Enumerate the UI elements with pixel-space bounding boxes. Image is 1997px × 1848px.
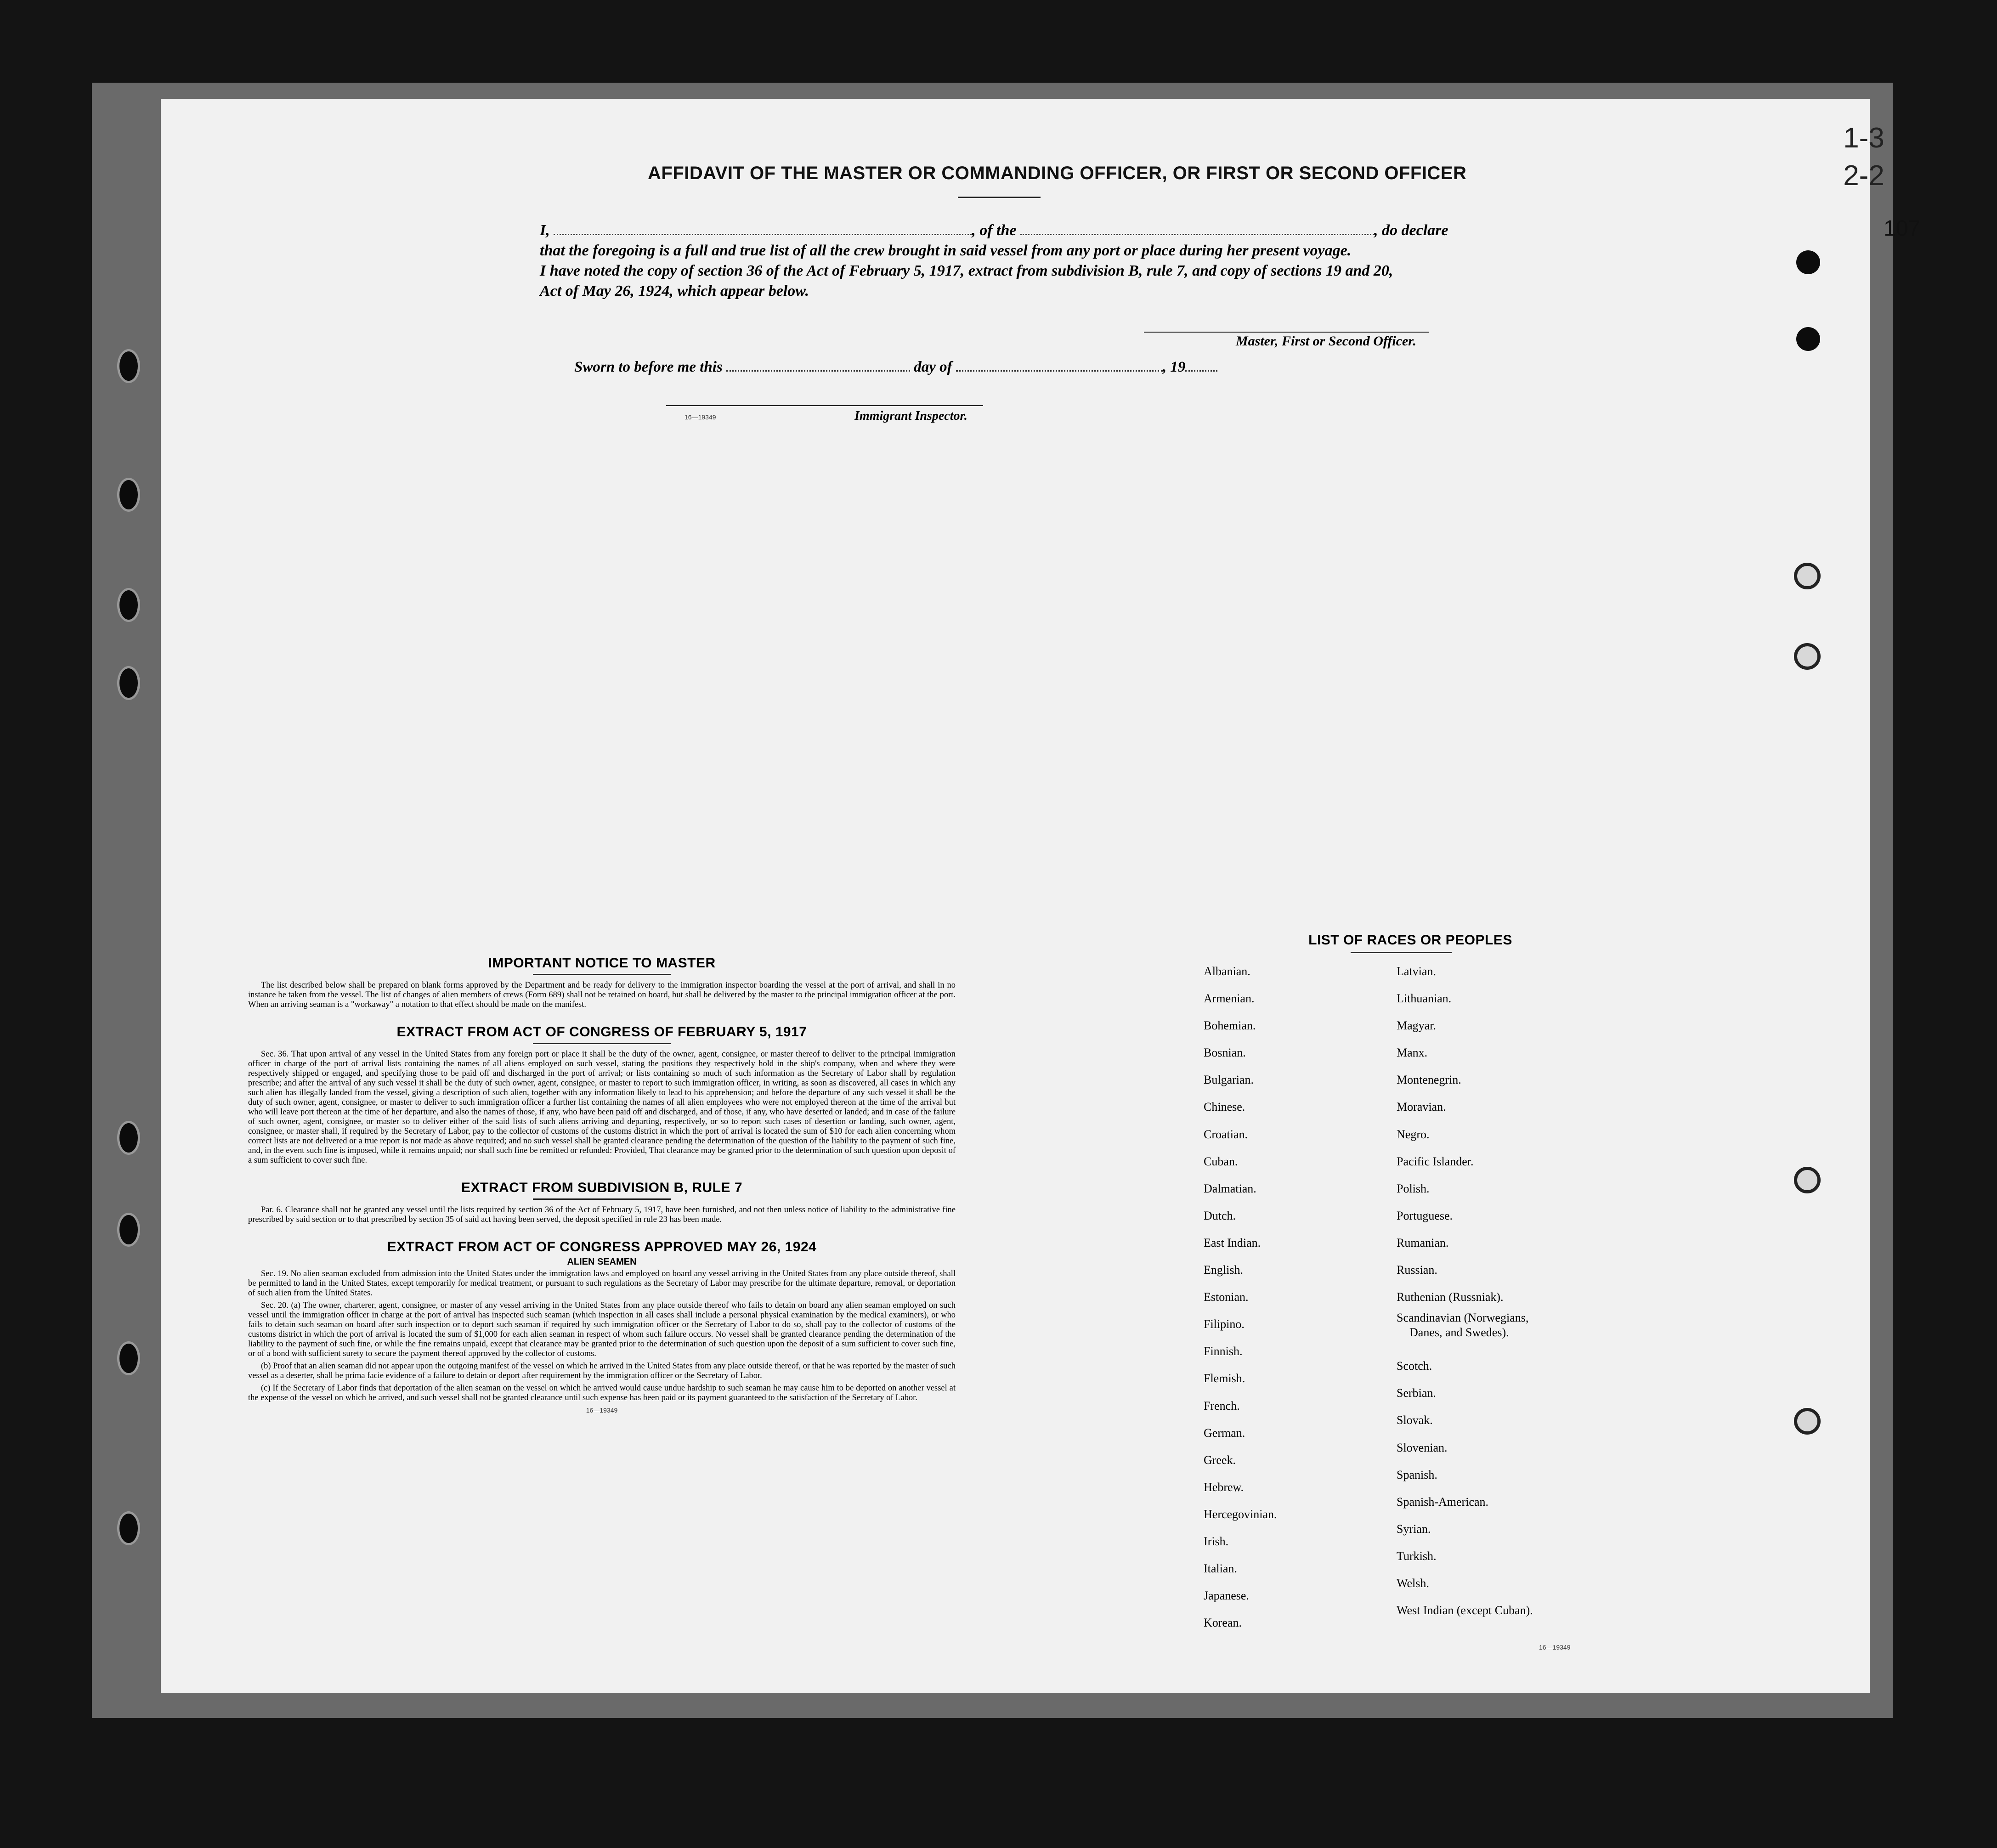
race-item: English.	[1204, 1263, 1243, 1277]
race-item: Finnish.	[1204, 1345, 1243, 1358]
notice-section	[248, 955, 956, 1414]
race-item: Hercegovinian.	[1204, 1507, 1277, 1521]
note-line: 1-3	[1843, 122, 1884, 154]
race-item: Croatian.	[1204, 1127, 1248, 1141]
race-item: Bosnian.	[1204, 1046, 1246, 1060]
race-item: Manx.	[1397, 1046, 1428, 1060]
race-item: Bohemian.	[1204, 1019, 1256, 1033]
declarant-label: I,	[540, 222, 550, 239]
form-code: 16—19349	[685, 413, 716, 421]
note-line: 2-2	[1843, 160, 1884, 192]
race-item: East Indian.	[1204, 1236, 1261, 1249]
race-item: Dutch.	[1204, 1209, 1236, 1222]
race-item: Estonian.	[1204, 1290, 1249, 1304]
race-item: Ruthenian (Russniak).	[1397, 1290, 1504, 1304]
day-of-label: day of	[914, 359, 952, 375]
race-item: Negro.	[1397, 1127, 1430, 1141]
notice-title: IMPORTANT NOTICE TO MASTER	[488, 955, 716, 971]
race-item: Turkish.	[1397, 1549, 1437, 1563]
affidavit-line: that the foregoing is a full and true list of all the crew brought in said vessel from any port or place during her present voyage.	[540, 242, 1352, 259]
race-item: Moravian.	[1397, 1100, 1446, 1114]
affidavit-line: I have noted the copy of section 36 of the Act of February 5, 1917, extract from subdivision B, rule 7, and copy of sections 19 and 20,	[540, 262, 1393, 279]
alien-seamen-subtitle: ALIEN SEAMEN	[567, 1257, 637, 1267]
act-1917-title: EXTRACT FROM ACT OF CONGRESS OF FEBRUARY 5, 1917	[396, 1024, 807, 1040]
race-item: Greek.	[1204, 1453, 1236, 1467]
affidavit-title: AFFIDAVIT OF THE MASTER OR COMMANDING OFFICER, OR FIRST OR SECOND OFFICER	[648, 163, 1467, 183]
race-item: Slovenian.	[1397, 1441, 1448, 1454]
race-item: Polish.	[1397, 1181, 1430, 1195]
binder-hole	[117, 666, 140, 700]
notice-form-code: 16—19349	[586, 1407, 618, 1414]
sworn-line	[574, 358, 1217, 376]
binder-hole	[117, 349, 140, 383]
affidavit-text	[540, 220, 1472, 301]
races-right-column	[1397, 958, 1533, 1624]
races-title: LIST OF RACES OR PEOPLES	[1308, 932, 1512, 948]
handwritten-note	[1827, 119, 1901, 195]
of-the-label: , of the	[972, 222, 1017, 239]
binder-hole	[117, 478, 140, 512]
section-19-text: Sec. 19. No alien seaman excluded from admission into the United States under the immigration laws and employed on board any vessel arriving in the United States from any place outside thereof, shall be permitted to land in the United States, except temporarily for medical treatment, or pursuant to such regulations as the Secretary of Labor may prescribe for the ultimate departure, removal, or deportation of such alien from the United States.	[248, 1269, 956, 1298]
race-item: Scotch.	[1397, 1359, 1432, 1373]
race-item: Latvian.	[1397, 965, 1436, 978]
sworn-year-field[interactable]	[1185, 358, 1217, 372]
rule-7-title: EXTRACT FROM SUBDIVISION B, RULE 7	[461, 1180, 743, 1195]
race-item: Spanish.	[1397, 1468, 1437, 1481]
races-left-column	[1204, 958, 1277, 1636]
races-right-group	[1397, 958, 1533, 1311]
race-item: Korean.	[1204, 1616, 1242, 1630]
race-item: Irish.	[1204, 1534, 1229, 1548]
race-item: West Indian (except Cuban).	[1397, 1604, 1533, 1617]
binder-hole	[117, 1341, 140, 1375]
sworn-label: Sworn to before me this	[574, 359, 723, 375]
year-label: , 19	[1162, 359, 1186, 375]
race-item: Cuban.	[1204, 1154, 1238, 1168]
binder-hole	[117, 1213, 140, 1247]
punch-hole	[1794, 1408, 1821, 1435]
race-item: Slovak.	[1397, 1413, 1433, 1427]
declaration-line	[540, 220, 1472, 241]
punch-hole	[1796, 327, 1820, 351]
race-item: Magyar.	[1397, 1019, 1436, 1033]
declarant-name-field[interactable]	[554, 222, 972, 235]
race-item: Armenian.	[1204, 992, 1255, 1006]
race-item: Serbian.	[1397, 1386, 1436, 1400]
section-20b-text: (b) Proof that an alien seaman did not appear upon the outgoing manifest of the vessel on which he arrived in the United States from any place outside thereof, or that he was reported by the master of such vessel as a deserter, shall be prima facie evidence of a failure to detain or deport after requirement by the immigration officer or the Secretary of Labor.	[248, 1362, 956, 1380]
title-divider	[958, 197, 1041, 198]
notice-divider	[533, 974, 671, 975]
races-section	[1194, 932, 1608, 1630]
race-item: Flemish.	[1204, 1372, 1245, 1385]
race-item: Filipino.	[1204, 1317, 1245, 1331]
race-item: German.	[1204, 1426, 1245, 1440]
rule-7-divider	[533, 1198, 671, 1200]
inspector-label: Immigrant Inspector.	[854, 409, 967, 423]
race-item: French.	[1204, 1399, 1240, 1413]
vessel-name-field[interactable]	[1020, 222, 1374, 235]
race-item: Chinese.	[1204, 1100, 1245, 1114]
race-item: Montenegrin.	[1397, 1073, 1461, 1087]
race-item: Welsh.	[1397, 1576, 1429, 1590]
act-1917-text: Sec. 36. That upon arrival of any vessel in the United States from any foreign port or place it shall be the duty of the owner, agent, consignee, or master thereof to deliver to the principal immigration officer in charge of the port of arrival lists containing the names of all aliens employed on such vessel, stating the positions they respectively hold in the ship's company, when and where they were respectively shipped or engaged, and specifying those to be paid off and discharged in the port of arrival; or lists containing so much of such information as the Secretary of Labor shall by regulation prescribe; and after the arrival of any such vessel it shall be the duty of such owner, agent, consignee, or master to report to such immigration officer, in writing, as soon as discovered, all cases in which any such alien has illegally landed from the vessel, giving a description of such alien, together with any information likely to lead to his apprehension; and before the departure of any such vessel it shall be the duty of such owner, agent, consignee, or master to deliver to such immigration officer a further list containing the names of all alien employees who were not employed thereon at the time of the arrival but who will leave port thereon at the time of her departure, and also the names of those, if any, who have been paid off and discharged, and of those, if any, who have deserted or landed; and in case of the failure of such owner, agent, consignee, or master so to deliver either of the said lists of such aliens arriving and departing, respectively, or so to report such cases of desertion or landing, such owner, agent, consignee, or master shall, if required by the Secretary of Labor, pay to the collector of customs of the customs district in which the port of arrival is located the sum of $10 for each alien concerning whom correct lists are not delivered or a true report is not made as above required; and no such vessel shall be granted clearance pending the determination of the question of the liability to the payment of such fine, and, in the event such fine is imposed, while it remains unpaid; nor shall such fine be remitted or refunded: Provided, That clearance may be granted prior to the determination of such question upon deposit of a sum sufficient to cover such fine.	[248, 1050, 956, 1165]
races-divider	[1351, 952, 1452, 953]
declare-label: , do declare	[1374, 222, 1448, 239]
act-1924-title: EXTRACT FROM ACT OF CONGRESS APPROVED MAY 26, 1924	[387, 1239, 817, 1255]
race-item: Italian.	[1204, 1562, 1237, 1576]
race-item: Japanese.	[1204, 1589, 1249, 1603]
race-item-line: Danes, and Swedes).	[1409, 1326, 1509, 1339]
inspector-signature-line[interactable]	[666, 405, 983, 406]
act-1917-divider	[533, 1043, 671, 1044]
rule-7-text: Par. 6. Clearance shall not be granted any vessel until the lists required by section 36 of the Act of February 5, 1917, have been furnished, and not then unless notice of liability to the administrative fine prescribed by said section or to that prescribed by section 35 of said act having been served, the deposit specified in rule 23 has been made.	[248, 1205, 956, 1224]
page-number: 107	[1884, 216, 1921, 241]
races-right-group	[1397, 1352, 1533, 1624]
race-item	[1397, 1311, 1533, 1340]
race-item: Russian.	[1397, 1263, 1437, 1277]
race-item: Hebrew.	[1204, 1480, 1244, 1494]
race-item: Spanish-American.	[1397, 1495, 1489, 1509]
race-item: Rumanian.	[1397, 1236, 1449, 1249]
section-20c-text: (c) If the Secretary of Labor finds that deportation of the alien seaman on the vessel on which he arrived would cause undue hardship to such seaman he may cause him to be deported on another vessel at the expense of the vessel on which he arrived, and such vessel shall not be granted clearance until such expense has been paid or its payment guaranteed to the satisfaction of the Secretary of Labor.	[248, 1384, 956, 1402]
race-item: Portuguese.	[1397, 1209, 1453, 1222]
notice-text: The list described below shall be prepared on blank forms approved by the Department and be ready for delivery to the immigration inspector boarding the vessel at the port of arrival, and shall in no instance be taken from the vessel. The list of changes of alien members of crews (Form 689) shall not be retained on board, but shall be delivered by the master to the principal immigration officer at the port. When an arriving seaman is a "workaway" a notation to that effect should be made on the manifest.	[248, 981, 956, 1009]
race-item: Syrian.	[1397, 1522, 1431, 1536]
binder-hole	[117, 1121, 140, 1155]
race-item: Lithuanian.	[1397, 992, 1452, 1006]
affidavit-line: Act of May 26, 1924, which appear below.	[540, 283, 809, 300]
document-page	[161, 99, 1870, 1693]
race-item-line: Scandinavian (Norwegians,	[1397, 1311, 1529, 1325]
binder-hole	[117, 1511, 140, 1545]
race-item: Pacific Islander.	[1397, 1154, 1474, 1168]
sworn-day-field[interactable]	[726, 358, 910, 372]
punch-hole	[1794, 1167, 1821, 1193]
race-item: Dalmatian.	[1204, 1181, 1256, 1195]
race-item: Bulgarian.	[1204, 1073, 1254, 1087]
binder-hole	[117, 588, 140, 622]
master-signature-label: Master, First or Second Officer.	[1236, 333, 1416, 349]
sworn-month-field[interactable]	[956, 358, 1163, 372]
race-item: Albanian.	[1204, 965, 1250, 978]
races-form-code: 16—19349	[1539, 1644, 1571, 1651]
punch-hole	[1794, 563, 1821, 589]
section-20a-text: Sec. 20. (a) The owner, charterer, agent, consignee, or master of any vessel arriving in the United States from any place outside thereof who fails to detain on board any alien seaman employed on such vessel until the immigration officer in charge at the port of arrival has inspected such seaman (which inspection in all cases shall include a personal physical examination by the medical examiners), or who fails to detain such seaman on board after such inspection or to deport such seaman if required by such immigration officer or the Secretary of Labor to do so, shall pay to the collector of customs of the customs district in which the port of arrival is located the sum of $1,000 for each alien seaman in respect of whom such failure occurs. No vessel shall be granted clearance pending the determination of the liability to the payment of such fine, or while the fine remains unpaid, except that clearance may be granted prior to the determination of such question upon the deposit of a sum sufficient to cover such fine, or of a bond with sufficient surety to secure the payment thereof approved by the collector of customs.	[248, 1301, 956, 1358]
punch-hole	[1796, 250, 1820, 274]
punch-hole	[1794, 643, 1821, 670]
master-signature-line[interactable]	[1144, 332, 1429, 333]
